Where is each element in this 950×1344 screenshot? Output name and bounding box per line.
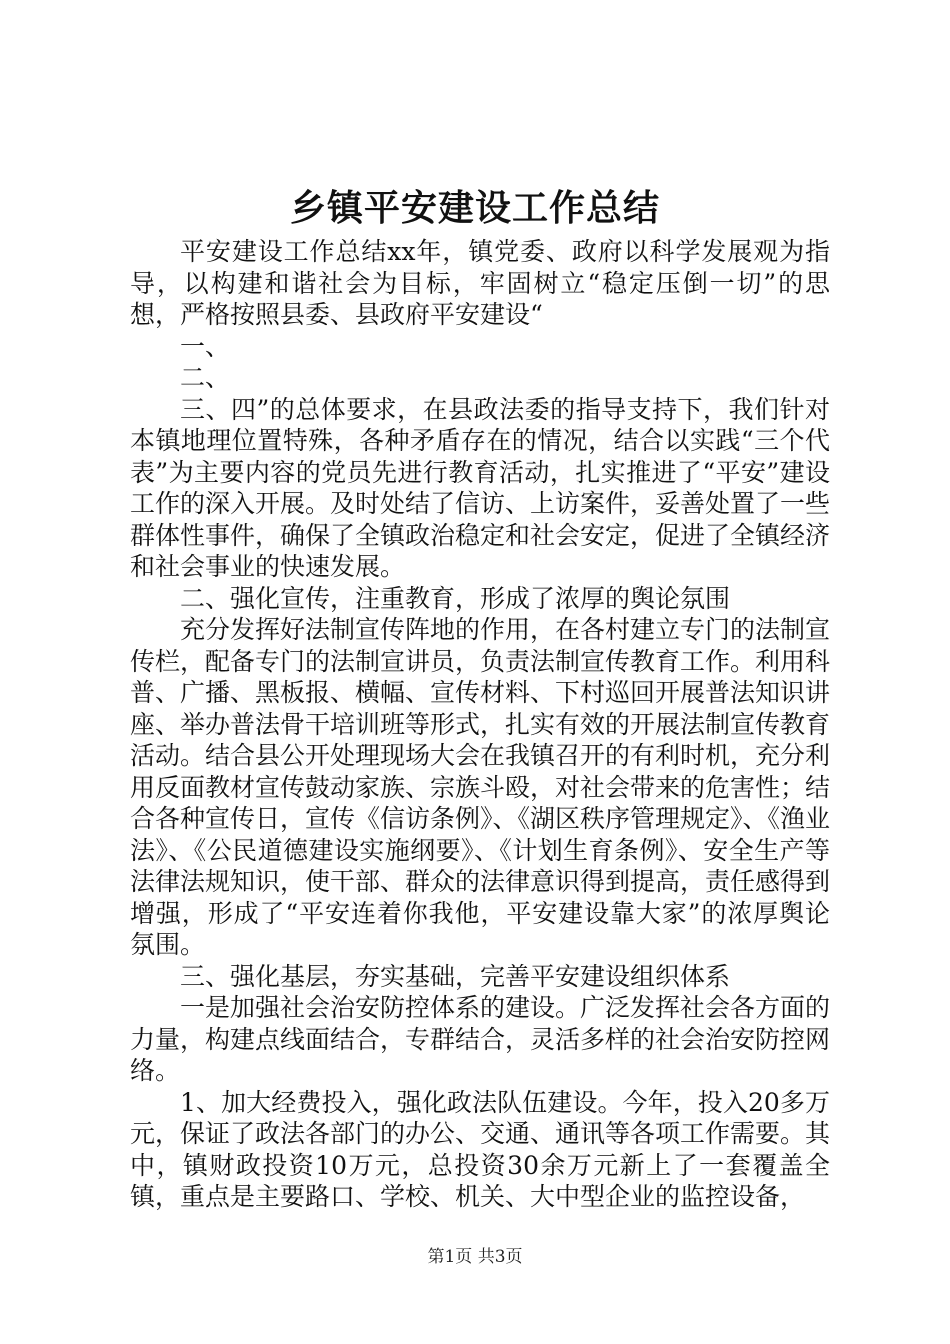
paragraph-publicity: 充分发挥好法制宣传阵地的作用，在各村建立专门的法制宣传栏，配备专门的法制宣讲员，负责法制宣传教育工作。利用科普、广播、黑板报、横幅、宣传材料、下村巡回开展普法知识讲座、举办普法骨干培训班等形式，扎实有效的开展法制宣传教育活动。结合县公开处理现场大会在我镇召开的有利时机，充分利用反面教材宣传鼓动家族、宗族斗殴，对社会带来的危害性；结合各种宣传日，宣传《信访条例》、《湖区秩序管理规定》、《渔业法》、《公民道德建设实施纲要》、《计划生育条例》、安全生产等法律法规知识，使干部、群众的法律意识得到提高，责任感得到增强，形成了“平安连着你我他，平安建设靠大家”的浓厚舆论氛围。 — [130, 615, 831, 959]
paragraph-intro: 平安建设工作总结xx年，镇党委、政府以科学发展观为指导，以构建和谐社会为目标，牢固树立“稳定压倒一切”的思想，严格按照县委、县政府平安建设“ — [130, 237, 830, 329]
section-heading-publicity: 二、强化宣传，注重教育，形成了浓厚的舆论氛围 — [180, 583, 731, 613]
document-body — [130, 236, 830, 1213]
paragraph-overview: 三、四”的总体要求，在县政法委的指导支持下，我们针对本镇地理位置特殊，各种矛盾存在的情况，结合以实践“三个代表”为主要内容的党员先进行教育活动，扎实推进了“平安”建设工作的深入开展。及时处结了信访、上访案件，妥善处置了一些群体性事件，确保了全镇政治稳定和社会安定，促进了全镇经济和社会事业的快速发展。 — [130, 394, 831, 581]
page-number-footer: 第1页 共3页 — [427, 1247, 523, 1267]
paragraph-item-two: 二、 — [180, 363, 231, 392]
document-title: 乡镇平安建设工作总结 — [289, 187, 660, 229]
paragraph-item-one: 一、 — [180, 331, 231, 361]
paragraph-prevention-system: 一是加强社会治安防控体系的建设。广泛发挥社会各方面的力量，构建点线面结合，专群结合，灵活多样的社会治安防控网络。 — [130, 993, 831, 1085]
section-heading-grassroots: 三、强化基层，夯实基础，完善平安建设组织体系 — [180, 961, 731, 991]
paragraph-funding: 1、加大经费投入，强化政法队伍建设。今年，投入20多万元，保证了政法各部门的办公、交通、通讯等各项工作需要。其中，镇财政投资10万元，总投资30余万元新上了一套覆盖全镇，重点是主要路口、学校、机关、大中型企业的监控设备， — [130, 1087, 831, 1211]
